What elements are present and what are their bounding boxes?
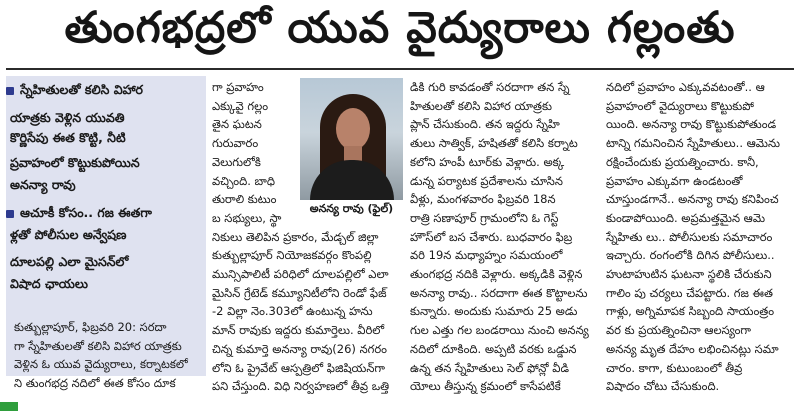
text-line: కుత్బుల్లాపూర్, ఫిబ్రవరి 20: సరదా bbox=[14, 320, 167, 334]
text-line: టాన్ని గమనించిన స్నేహితులు.. ఆమెను bbox=[606, 136, 781, 151]
text-line: చిన్న కుమార్తె అనన్యా రావు(26) నగరం bbox=[212, 341, 387, 356]
text-line: గురువారం bbox=[212, 136, 259, 151]
text-line: మాన్ రావుకు ఇద్దరు కుమార్తెలు. వీరిలో bbox=[212, 323, 385, 338]
text-line: గా ప్రవాహం bbox=[212, 80, 264, 94]
text-line: తులు సాత్విక్, హషితతో కలిసి కర్నాట bbox=[410, 136, 578, 151]
text-line: హౌస్‌లో బస చేశారు. బుధవారం ఫిబ్ర bbox=[410, 229, 573, 244]
headline: తుంగభద్రలో యువ వైద్యురాలు గల్లంతు bbox=[64, 3, 736, 53]
text-line: వీళ్లు, మంగళవారం ఫిబ్రవరి 18న bbox=[410, 192, 556, 207]
text-line: హితులతో కలిసి విహార యాత్రకు bbox=[410, 98, 552, 113]
text-line: రక్షించేందుకు ప్రయత్నించారు. కానీ, bbox=[606, 154, 759, 169]
text-line: అనన్య మృత దేహం లభించినట్లు సమా bbox=[606, 341, 779, 356]
text-line: గుల ఎత్తు గల బండరాయి నుంచి అనన్య bbox=[410, 323, 589, 338]
highlight-line: యాత్రకు వెళ్లిన యువతి bbox=[10, 110, 125, 125]
text-line: ప్రవాహం ఎక్కువగా ఉండటంతో bbox=[606, 173, 743, 188]
text-line: కలోని హంపీ టూర్‌కు వెళ్లారు. అక్క bbox=[410, 154, 565, 169]
text-line: వెలుగులోకి bbox=[212, 154, 261, 169]
highlight-line: ఆచూకీ కోసం.. గజ ఈతగా bbox=[20, 205, 152, 220]
highlight-line: దూలపల్లి ఎలా మైసన్‌లో bbox=[10, 254, 129, 269]
photo-caption: అనన్య రావు (ఫైల్) bbox=[309, 202, 394, 215]
text-line: కుత్బుల్లాపూర్ నియోజకవర్గం కొంపల్లి bbox=[212, 248, 372, 263]
text-line: తురాలి కుటుం bbox=[212, 192, 277, 207]
article-column-4 bbox=[606, 78, 796, 396]
text-line: తుంగభద్ర నదికి వెళ్లారు. అక్కడికి వెళ్లిన bbox=[410, 267, 583, 282]
text-line: రాత్రి సణాపూర్ గ్రామంలోని ఓ గెస్ట్ bbox=[410, 210, 559, 225]
portrait-photo bbox=[300, 78, 403, 200]
text-line: -2 విల్లా నెం.303లో ఉంటున్న హను bbox=[212, 304, 373, 319]
highlight-line: ళ్లతో పోలీసుల అన్వేషణ bbox=[10, 227, 127, 242]
text-line: లోని ఓ ప్రైవేట్ ఆస్పత్రిలో ఫిజిషియన్‌గా bbox=[212, 360, 386, 375]
text-line: నదిలో దూకింది. అప్పటి వరకు ఒడ్డున bbox=[410, 341, 577, 356]
text-line: డున్న పర్యాటక ప్రదేశాలను చూసిన bbox=[410, 173, 563, 188]
text-line: అనన్యా రావు.. సరదాగా ఈత కొట్టాలను bbox=[410, 285, 588, 300]
text-line: కున్నారు. అందుకు సుమారు 25 అడు bbox=[410, 304, 578, 319]
text-line: యింది. అనన్యా రావు కొట్టుకుపోతుండ bbox=[606, 117, 777, 132]
text-line: నికులు తెలిపిన ప్రకారం, మేడ్చల్ జిల్లా bbox=[212, 229, 379, 244]
highlight-line: విషాద ఛాయలు bbox=[10, 276, 89, 291]
text-line: వరి 19న మధ్యాహ్నం సమయంలో bbox=[410, 248, 563, 263]
text-line: స్నేహితు లు.. పోలీసులకు సమాచారం bbox=[606, 229, 773, 244]
highlight-bullet-icon bbox=[6, 87, 14, 95]
text-line: డికి గురి కావడంతో సరదాగా తన స్నే bbox=[410, 80, 570, 94]
article-column-3 bbox=[410, 78, 600, 396]
highlight-line: స్నేహితులతో కలిసి విహార bbox=[20, 82, 143, 97]
text-line: బ సభ్యులు, స్థా bbox=[212, 210, 282, 225]
text-line: యోలు తీస్తున్న క్రమంలో కాసేపటికే bbox=[410, 379, 561, 394]
text-line: ని తుంగభద్ర నదిలో ఈత కోసం దూక bbox=[14, 376, 176, 391]
text-line: నదిలో ప్రవాహం ఎక్కువవటంతో.. ఆ bbox=[606, 80, 765, 94]
highlight-bullet-icon bbox=[6, 210, 14, 218]
text-line: మున్సిపాలిటీ పరిధిలో దూలపల్లిలో ఎలా bbox=[212, 267, 389, 282]
text-line: గా స్నేహితులతో కలిసి విహార యాత్రకు bbox=[14, 338, 182, 353]
text-line: పని చేస్తుంది. విధి నిర్వహణలో తీవ్ర ఒత్తి bbox=[212, 379, 390, 394]
highlight-line: ప్రవాహంలో కొట్టుకుపోయిన bbox=[10, 155, 140, 170]
text-line: చూస్తుండగానే.. అనన్యా రావు కనిపించ bbox=[606, 192, 779, 207]
highlight-line: కొర్ణిసేపు ఈత కొట్టి, నీటి bbox=[10, 130, 126, 145]
text-line: వర కు ప్రయత్నించినా ఆలస్యంగా bbox=[606, 323, 752, 338]
text-line: హుటాహుటిన ఘటనా స్థలికి చేరుకుని bbox=[606, 267, 772, 282]
text-line: ఇచ్చారు. రంగంలోకి దిగిన పోలీసులు.. bbox=[606, 248, 775, 263]
article-column-1 bbox=[14, 318, 204, 393]
text-line: చారం. కాగా, కుటుంబంలో తీవ్ర bbox=[606, 360, 743, 375]
text-line: ప్లాన్ చేసుకుంది. తన ఇద్దరు స్నేహి bbox=[410, 117, 560, 132]
text-line: ప్రవాహంలో వైద్యురాలు కొట్టుకుపో bbox=[606, 98, 754, 113]
text-line: ఎక్కువై గల్లం bbox=[212, 98, 269, 113]
headline-rule bbox=[6, 68, 794, 70]
highlight-line: అనన్యా రావు bbox=[10, 177, 76, 192]
text-line: విషాదం చోటు చేసుకుంది. bbox=[606, 379, 720, 394]
text-line: మైసిన్ గ్రేటెడ్ కమ్యూనిటీలోని రెండో ఫేజ్ bbox=[212, 285, 387, 300]
text-line: కుండాపోయింది. అప్రమత్తమైన ఆమె bbox=[606, 210, 766, 225]
text-line: తైన ఘటన bbox=[212, 117, 262, 132]
text-line: గాళ్లు, అగ్నిమాపక సిబ్బంది సాయంత్రం bbox=[606, 304, 775, 319]
text-line: వచ్చింది. బాధి bbox=[212, 173, 275, 188]
text-line: గాలిం పు చర్యలు చేపట్టారు. గజ ఈత bbox=[606, 285, 773, 300]
text-line: ఉన్న తన స్నేహితులు సెల్ ఫోన్లో వీడి bbox=[410, 360, 569, 375]
text-line: వెళ్లిన ఓ యువ వైద్యురాలు, కర్నాటకలో bbox=[14, 357, 188, 372]
page-marker bbox=[0, 402, 18, 411]
